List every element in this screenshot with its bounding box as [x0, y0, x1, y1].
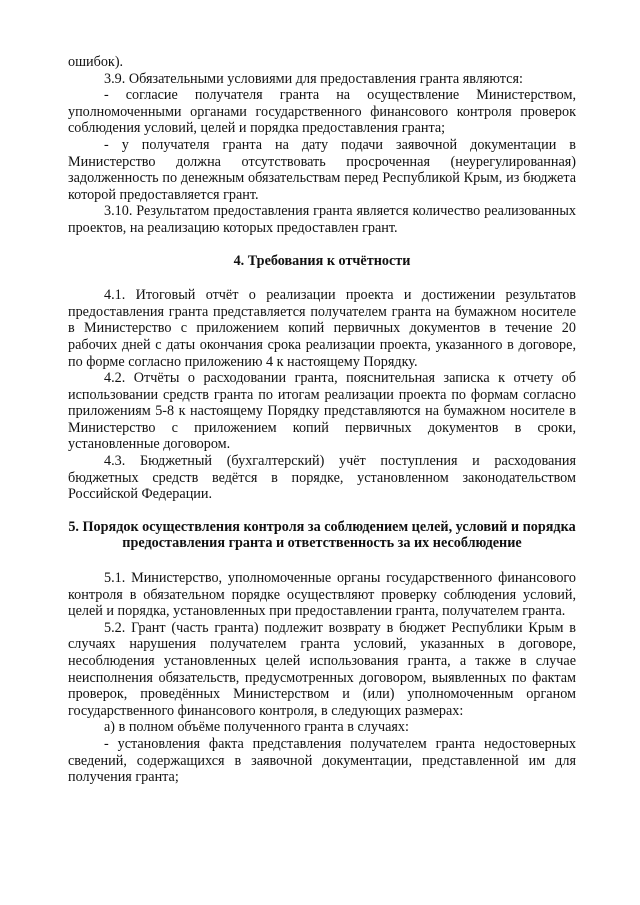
paragraph-3-9-item-2: - у получателя гранта на дату подачи заявочной документации в Министерство должна отсутствовать просроченная (неурегулированная) задолженность по денежным обязательствам перед Республикой Крым, из бюджета которой предоставляется грант.	[68, 136, 576, 203]
paragraph-5-2: 5.2. Грант (часть гранта) подлежит возврату в бюджет Республики Крым в случаях нарушения получателем гранта условий, указанных в договоре, несоблюдения установленных целей использования гранта, а также в случае неисполнения обязательств, предусмотренных договором, выявленных по фактам проверок, проведённых Министерством и (или) уполномоченным органом государственного финансового контроля, в следующих размерах:	[68, 619, 576, 719]
paragraph-4-2: 4.2. Отчёты о расходовании гранта, пояснительная записка к отчету об использовании средств гранта по итогам реализации проекта по формам согласно приложениям 5-8 к настоящему Порядку представляются на бумажном носителе в Министерство с приложением копий первичных документов в сроки, установленные договором.	[68, 370, 576, 453]
paragraph-3-9: 3.9. Обязательными условиями для предоставления гранта являются:	[104, 70, 523, 87]
paragraph-4-3: 4.3. Бюджетный (бухгалтерский) учёт поступления и расходования бюджетных средств ведётся в порядке, установленном законодательством Российской Федерации.	[68, 453, 576, 503]
paragraph-3-10: 3.10. Результатом предоставления гранта является количество реализованных проектов, на реализацию которых предоставлен грант.	[68, 203, 576, 236]
text-continuation: ошибок).	[68, 54, 124, 70]
paragraph-4-1: 4.1. Итоговый отчёт о реализации проекта и достижении результатов предоставления гранта представляется получателем гранта на бумажном носителе в Министерство с приложением копий первичных документов в течение 20 рабочих дней с даты окончания срока реализации проекта, указанного в договоре, по форме согласно приложению 4 к настоящему Порядку.	[68, 287, 576, 370]
paragraph-5-2-a-item-1: - установления факта представления получателем гранта недостоверных сведений, содержащихся в заявочной документации, представленной им для получения гранта;	[68, 735, 576, 786]
spacer	[68, 552, 576, 570]
page-body	[68, 54, 576, 786]
section-4-heading: 4. Требования к отчётности	[233, 252, 411, 269]
paragraph-3-9-item-1: - согласие получателя гранта на осуществление Министерством, уполномоченными органами государственного финансового контроля проверок соблюдения условий, целей и порядка предоставления гранта;	[68, 87, 576, 137]
spacer	[68, 237, 576, 253]
spacer	[68, 269, 576, 287]
section-5-heading: 5. Порядок осуществления контроля за соблюдением целей, условий и порядка предоставления гранта и ответственность за их несоблюдение	[68, 518, 576, 552]
paragraph-5-1: 5.1. Министерство, уполномоченные органы государственного финансового контроля в обязательном порядке осуществляют проверку соблюдения условий, целей и порядка, установленных при предоставлении гранта, получателем гранта.	[68, 570, 576, 620]
paragraph-5-2-a: а) в полном объёме полученного гранта в случаях:	[104, 719, 409, 736]
spacer	[68, 503, 576, 519]
